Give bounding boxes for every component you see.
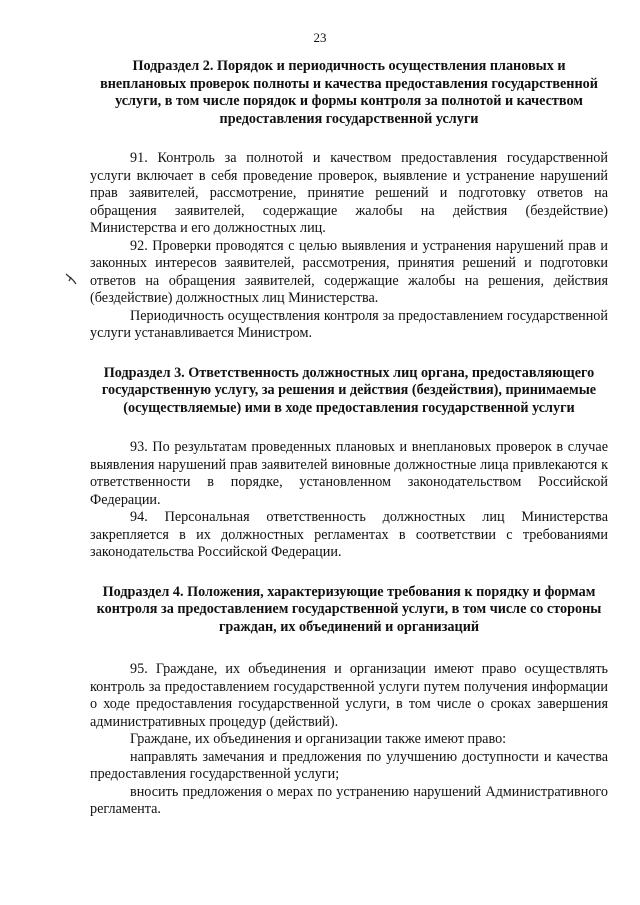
paragraph-95: 95. Граждане, их объединения и организации имеют право осуществлять контроль за предоставлением государственной услуги путем получения информации о ходе предоставления государственной услуги, в том числе о сроках завершения административных процедур (действий).: [90, 661, 608, 730]
paragraph-rights-proposals: вносить предложения о мерах по устранению нарушений Административного регламента.: [90, 783, 608, 817]
paragraph-rights-intro: Граждане, их объединения и организации также имеют право:: [130, 731, 507, 747]
section-3-heading: Подраздел 3. Ответственность должностных лиц органа, предоставляющего государственную услугу, за решения и действия (бездействия), принимаемые (осуществляемые) ими в ходе предоставления государственной услуги: [101, 364, 597, 416]
section-4-heading: Подраздел 4. Положения, характеризующие требования к порядку и формам контроля за предоставлением государственной услуги, в том числе со стороны граждан, их объединений и организаций: [96, 583, 602, 635]
paragraph-94: 94. Персональная ответственность должностных лиц Министерства закрепляется в их должностных регламентах в соответствии с требованиями законодательства Российской Федерации.: [90, 509, 608, 560]
page-number: 23: [313, 30, 327, 45]
pen-mark-icon: [64, 272, 78, 286]
paragraph-91: 91. Контроль за полнотой и качеством предоставления государственной услуги включает в себя проведение проверок, выявление и устранение нарушений прав заявителей, рассмотрение, принятие решений и подготовку ответов на обращения заявителей, содержащие жалобы на действия (бездействие) Министерства и его должностных лиц.: [90, 150, 608, 236]
paragraph-rights-remarks: направлять замечания и предложения по улучшению доступности и качества предоставления государственной услуги;: [90, 748, 608, 782]
paragraph-93: 93. По результатам проведенных плановых и внеплановых проверок в случае выявления нарушений прав заявителей виновные должностные лица привлекаются к ответственности в порядке, установленном законодательством Российской Федерации.: [90, 439, 608, 508]
paragraph-92: 92. Проверки проводятся с целью выявления и устранения нарушений прав и законных интересов заявителей, рассмотрения, принятия решений и подготовки ответов на обращения заявителей, содержащие жалобы на решения, действия (бездействие) должностных лиц Министерства.: [90, 237, 608, 306]
section-2-heading: Подраздел 2. Порядок и периодичность осуществления плановых и внеплановых проверок полноты и качества предоставления государственной услуги, в том числе порядок и формы контроля за полнотой и качеством предоставления государственной услуги: [100, 58, 598, 127]
document-body: [90, 58, 608, 819]
paragraph-periodicity: Периодичность осуществления контроля за предоставлением государственной услуги устанавливается Министром.: [90, 307, 608, 341]
